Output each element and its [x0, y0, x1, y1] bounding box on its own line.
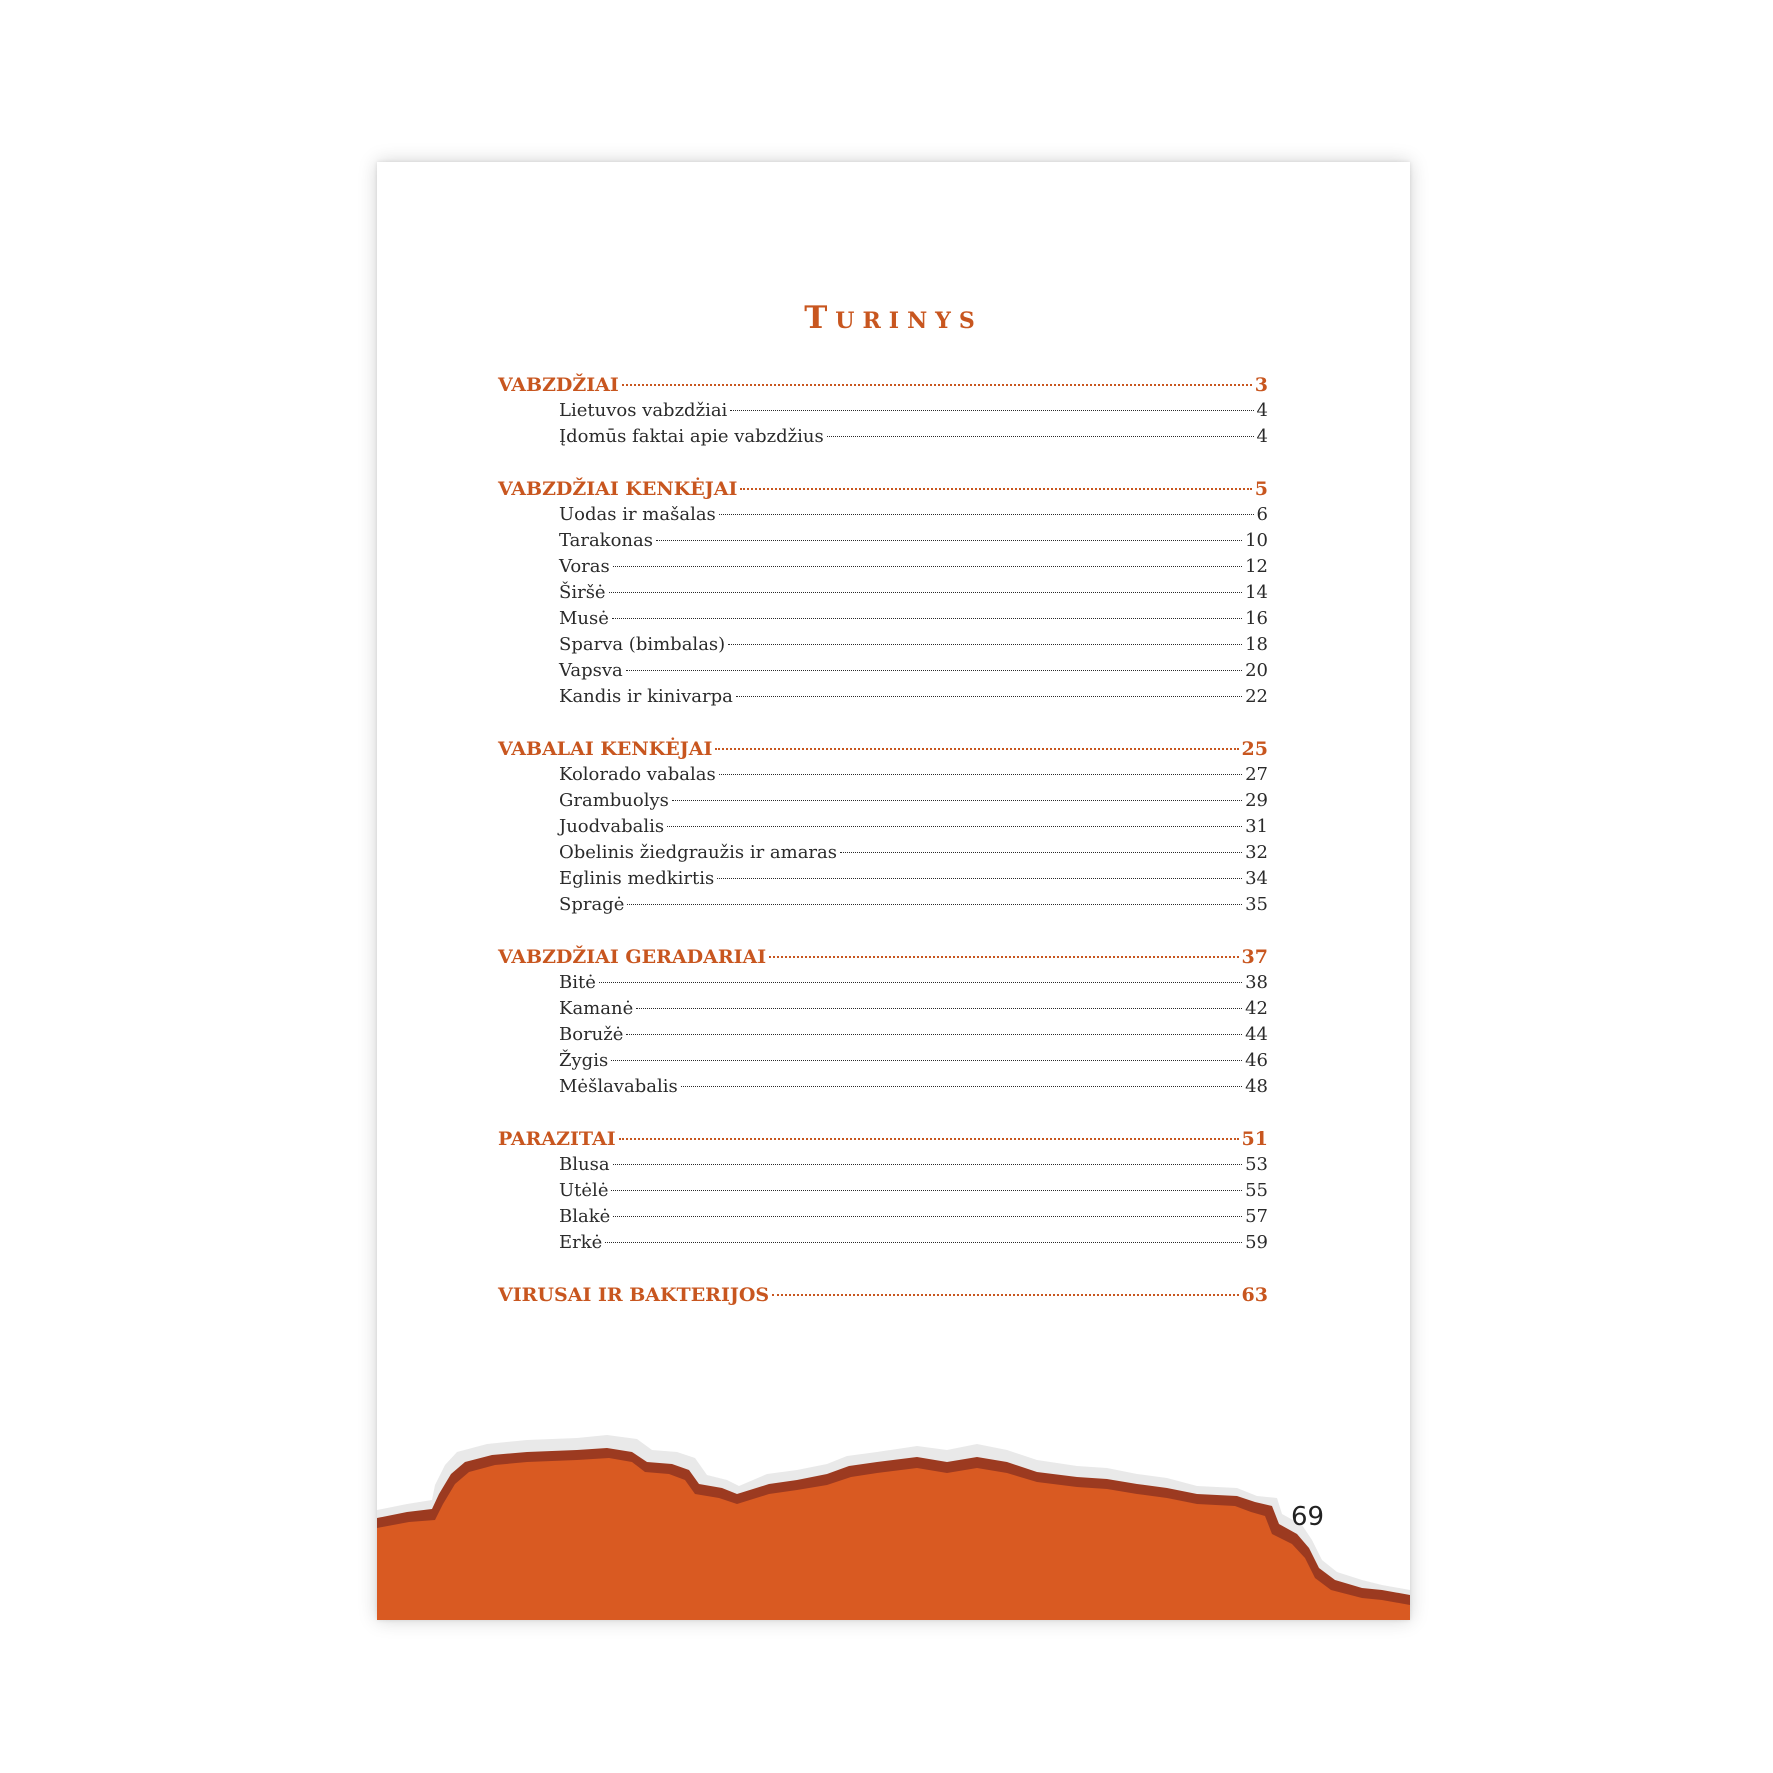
toc-entry: [498, 892, 1268, 918]
dot-leader: [667, 826, 1242, 827]
toc-entry: [498, 840, 1268, 866]
toc-section: [498, 736, 1268, 918]
toc-entry-page-number: 55: [1245, 1180, 1268, 1201]
dot-leader: [719, 774, 1242, 775]
dot-leader: [612, 618, 1242, 619]
dot-leader: [730, 410, 1253, 411]
toc-entry-label: Žygis: [559, 1050, 609, 1071]
toc-entry-page-number: 20: [1245, 660, 1268, 681]
dot-leader: [769, 956, 1238, 958]
toc-entry: [498, 996, 1268, 1022]
dot-leader: [619, 1138, 1239, 1140]
toc-entry-page-number: 32: [1245, 842, 1268, 863]
toc-entry-label: Kolorado vabalas: [559, 764, 716, 785]
toc-entry-label: Mėšlavabalis: [559, 1076, 678, 1097]
dot-leader: [840, 852, 1242, 853]
toc-entry-page-number: 10: [1245, 530, 1268, 551]
toc-entry: [498, 1178, 1268, 1204]
toc-section-heading: [498, 736, 1268, 762]
toc-section-heading-page-number: 25: [1241, 738, 1268, 760]
toc-entry-page-number: 4: [1256, 400, 1268, 421]
toc-entry: [498, 1074, 1268, 1100]
book-page: [377, 162, 1410, 1620]
toc-entry: [498, 554, 1268, 580]
dot-leader: [672, 800, 1242, 801]
toc-entry: [498, 606, 1268, 632]
toc-entry-page-number: 44: [1245, 1024, 1268, 1045]
toc-entry-page-number: 4: [1256, 426, 1268, 447]
toc-section: [498, 372, 1268, 450]
page-number: 69: [1291, 1502, 1325, 1532]
toc-entry-label: Erkė: [559, 1232, 603, 1253]
dot-leader: [636, 1008, 1242, 1009]
dot-leader: [736, 696, 1242, 697]
toc-entry-page-number: 42: [1245, 998, 1268, 1019]
dot-leader: [719, 514, 1254, 515]
dot-leader: [626, 1034, 1242, 1035]
dot-leader: [715, 748, 1238, 750]
toc-section: [498, 944, 1268, 1100]
toc-entry: [498, 632, 1268, 658]
toc-section-heading-page-number: 37: [1241, 946, 1268, 968]
toc-entry: [498, 970, 1268, 996]
dot-leader: [613, 1216, 1242, 1217]
toc-entry-label: Eglinis medkirtis: [559, 868, 715, 889]
toc-entry-page-number: 16: [1245, 608, 1268, 629]
toc-section-heading-label: VABZDŽIAI GERADARIAI: [498, 946, 767, 968]
toc-entry-label: Musė: [559, 608, 609, 629]
dot-leader: [609, 592, 1243, 593]
dot-leader: [772, 1294, 1238, 1296]
toc-entry-page-number: 35: [1245, 894, 1268, 915]
toc-section-heading: [498, 944, 1268, 970]
toc-entry: [498, 1048, 1268, 1074]
dot-leader: [613, 566, 1242, 567]
toc-section: [498, 1126, 1268, 1256]
toc-section-heading: [498, 372, 1268, 398]
dot-leader: [613, 1164, 1243, 1165]
toc-entry: [498, 580, 1268, 606]
toc-entry: [498, 528, 1268, 554]
toc-section-heading: [498, 1126, 1268, 1152]
toc-section-heading-label: VIRUSAI IR BAKTERIJOS: [498, 1284, 770, 1306]
dot-leader: [656, 540, 1242, 541]
toc-section-heading-page-number: 51: [1241, 1128, 1268, 1150]
toc-entry-page-number: 14: [1245, 582, 1268, 603]
toc-entry-label: Spragė: [559, 894, 625, 915]
toc-entry: [498, 658, 1268, 684]
toc-entry-label: Vapsva: [559, 660, 623, 681]
dot-leader: [626, 670, 1242, 671]
toc-entry-label: Obelinis žiedgraužis ir amaras: [559, 842, 838, 863]
toc-entry-page-number: 59: [1245, 1232, 1268, 1253]
toc-entry-page-number: 12: [1245, 556, 1268, 577]
toc-entry-page-number: 18: [1245, 634, 1268, 655]
toc-entry: [498, 398, 1268, 424]
dot-leader: [599, 982, 1242, 983]
toc-entry: [498, 814, 1268, 840]
dot-leader: [611, 1190, 1242, 1191]
toc-section: [498, 1282, 1268, 1308]
page-title: Turinys: [804, 300, 983, 336]
toc-entry-label: Blusa: [559, 1154, 610, 1175]
toc-entry-label: Blakė: [559, 1206, 611, 1227]
toc-entry: [498, 1152, 1268, 1178]
toc-entry-label: Juodvabalis: [559, 816, 665, 837]
toc-section-heading-label: PARAZITAI: [498, 1128, 616, 1150]
toc-entry-page-number: 53: [1245, 1154, 1268, 1175]
toc-section-heading-page-number: 5: [1254, 478, 1268, 500]
toc-entry-page-number: 46: [1245, 1050, 1268, 1071]
toc-entry-label: Bitė: [559, 972, 596, 993]
toc-entry: [498, 762, 1268, 788]
toc-section-heading-label: VABZDŽIAI KENKĖJAI: [498, 478, 738, 500]
toc-entry: [498, 684, 1268, 710]
toc-entry-label: Tarakonas: [559, 530, 653, 551]
dot-leader: [740, 488, 1251, 490]
toc-section-heading-page-number: 3: [1254, 374, 1268, 396]
dot-leader: [611, 1060, 1242, 1061]
toc-entry-label: Grambuolys: [559, 790, 669, 811]
toc-entry-label: Lietuvos vabzdžiai: [559, 400, 728, 421]
toc-entry-label: Įdomūs faktai apie vabzdžius: [559, 426, 824, 447]
toc-entry-label: Uodas ir mašalas: [559, 504, 716, 525]
table-of-contents: [498, 372, 1268, 1334]
dot-leader: [681, 1086, 1242, 1087]
toc-section-heading-page-number: 63: [1241, 1284, 1268, 1306]
toc-entry-page-number: 29: [1245, 790, 1268, 811]
toc-entry: [498, 1230, 1268, 1256]
toc-entry: [498, 502, 1268, 528]
toc-entry: [498, 866, 1268, 892]
toc-entry-page-number: 57: [1245, 1206, 1268, 1227]
toc-entry-page-number: 27: [1245, 764, 1268, 785]
toc-entry-label: Voras: [559, 556, 610, 577]
toc-entry-page-number: 38: [1245, 972, 1268, 993]
toc-entry-label: Boružė: [559, 1024, 624, 1045]
toc-entry-label: Kamanė: [559, 998, 634, 1019]
toc-entry-page-number: 31: [1245, 816, 1268, 837]
toc-entry-page-number: 22: [1245, 686, 1268, 707]
toc-section: [498, 476, 1268, 710]
dot-leader: [605, 1242, 1242, 1243]
dot-leader: [717, 878, 1242, 879]
dot-leader: [622, 384, 1252, 386]
toc-entry: [498, 424, 1268, 450]
dot-leader: [728, 644, 1242, 645]
toc-entry-page-number: 34: [1245, 868, 1268, 889]
torn-edge-orange: [377, 1458, 1410, 1620]
toc-section-heading: [498, 476, 1268, 502]
toc-entry-page-number: 48: [1245, 1076, 1268, 1097]
toc-entry-label: Širšė: [559, 582, 606, 603]
toc-entry: [498, 788, 1268, 814]
toc-entry: [498, 1022, 1268, 1048]
toc-entry-label: Sparva (bimbalas): [559, 634, 726, 655]
torn-paper-decoration: [377, 1430, 1410, 1620]
toc-entry-label: Kandis ir kinivarpa: [559, 686, 733, 707]
toc-entry-label: Utėlė: [559, 1180, 609, 1201]
toc-section-heading-label: VABALAI KENKĖJAI: [498, 738, 713, 760]
dot-leader: [627, 904, 1242, 905]
toc-entry: [498, 1204, 1268, 1230]
toc-section-heading: [498, 1282, 1268, 1308]
toc-entry-page-number: 6: [1256, 504, 1268, 525]
toc-section-heading-label: VABZDŽIAI: [498, 374, 619, 396]
dot-leader: [827, 436, 1254, 437]
